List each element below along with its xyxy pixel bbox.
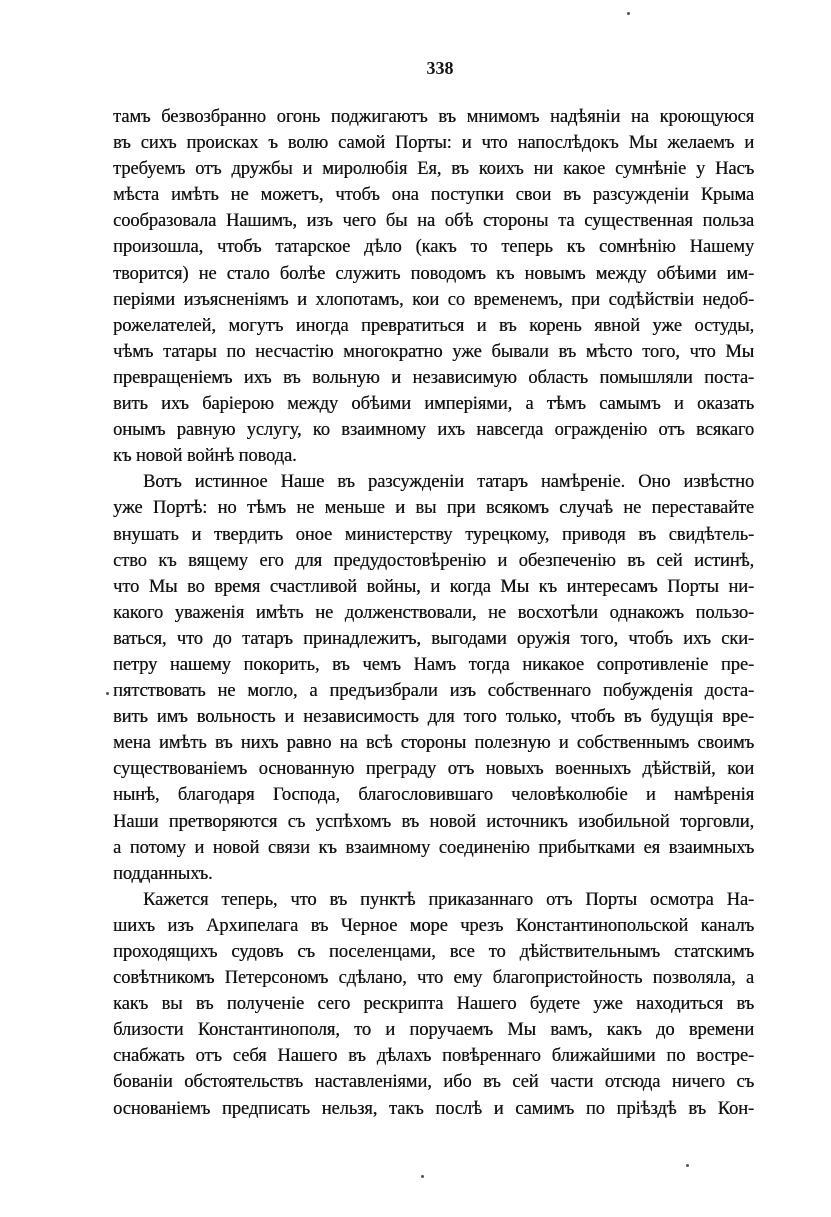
- text-line: мена имѣть въ нихъ равно на всѣ стороны полезную и собственнымъ своимъ: [113, 733, 754, 754]
- text-line: бованіи обстоятельствъ наставленіями, ибо въ сей части отсюда ничего съ: [113, 1072, 754, 1093]
- text-line: вить ихъ баріерою между обѣими имперіями, а тѣмъ самымъ и оказать: [113, 394, 754, 415]
- scan-speck: [421, 1175, 424, 1178]
- text-line: какого уваженія имѣть не долженствовали, не восхотѣли однакожъ пользо-: [113, 602, 754, 623]
- text-line: вить имъ вольность и независимость для того только, чтобъ въ будущія вре-: [113, 707, 754, 728]
- text-line: Кажется теперь, что въ пунктѣ приказаннаго отъ Порты осмотра На-: [143, 889, 754, 910]
- text-line: что Мы во время счастливой войны, и когда Мы къ интересамъ Порты ни-: [113, 576, 754, 597]
- text-line: снабжать отъ себя Нашего въ дѣлахъ повѣреннаго ближайшими по востре-: [113, 1046, 754, 1067]
- text-line: петру нашему покорить, въ чемъ Намъ тогда никакое сопротивленіе пре-: [113, 654, 754, 675]
- text-line: Наши претворяются съ успѣхомъ въ новой источникъ изобильной торговли,: [113, 811, 754, 832]
- body-text: [113, 104, 754, 1122]
- text-line: подданныхъ.: [113, 863, 213, 884]
- text-line: шихъ изъ Архипелага въ Черное море чрезъ Константинопольской каналъ: [113, 915, 754, 936]
- scan-speck: [106, 692, 109, 695]
- scan-speck: [686, 1164, 689, 1167]
- text-line: онымъ равную услугу, ко взаимному ихъ навсегда огражденію отъ всякаго: [113, 420, 754, 441]
- text-line: нынѣ, благодаря Господа, благословившаго человѣколюбіе и намѣренія: [113, 785, 754, 806]
- paragraph: [113, 887, 754, 1122]
- text-line: совѣтникомъ Петерсономъ сдѣлано, что ему благопристойность позволяла, а: [113, 968, 754, 989]
- text-line: близости Константинополя, то и поручаемъ Мы вамъ, какъ до времени: [113, 1020, 754, 1041]
- text-line: Вотъ истинное Наше въ разсужденіи татаръ намѣреніе. Оно извѣстно: [143, 472, 754, 493]
- text-line: требуемъ отъ дружбы и миролюбія Ея, въ коихъ ни какое сумнѣніе у Насъ: [113, 159, 754, 180]
- text-line: проходящихъ судовъ съ поселенцами, все то дѣйствительнымъ статскимъ: [113, 942, 754, 962]
- paragraph: [113, 104, 754, 469]
- text-line: творится) не стало болѣе служить поводомъ къ новымъ между обѣими им-: [113, 263, 754, 284]
- text-line: внушать и твердить оное министерству турецкому, приводя въ свидѣтель-: [113, 524, 754, 545]
- text-line: къ новой войнѣ повода.: [113, 446, 297, 467]
- text-line: тамъ безвозбранно огонь поджигаютъ въ мнимомъ надѣяніи на кроющуюся: [113, 107, 754, 127]
- page-number: 338: [426, 58, 454, 78]
- text-line: періями изъясненіямъ и хлопотамъ, кои со временемъ, при содѣйствіи недоб-: [113, 289, 754, 310]
- text-line: превращеніемъ ихъ въ вольную и независимую область помышляли поста-: [113, 367, 754, 388]
- text-line: сообразовала Нашимъ, изъ чего бы на обѣ стороны та существенная польза: [113, 211, 754, 232]
- text-line: какъ вы въ полученіе сего рескрипта Нашего будете уже находиться въ: [113, 994, 754, 1015]
- text-line: въ сихъ происках ъ волю самой Порты: и что напослѣдокъ Мы желаемъ и: [113, 133, 754, 154]
- text-line: чѣмъ татары по несчастію многократно уже бывали въ мѣсто того, что Мы: [113, 341, 754, 362]
- paragraph: [113, 469, 754, 887]
- text-line: пятствовать не могло, а предъизбрали изъ собственнаго побужденія доста-: [113, 681, 754, 702]
- text-line: мѣста имѣть не можетъ, чтобъ она поступки свои въ разсужденіи Крыма: [113, 185, 754, 206]
- text-line: произошла, чтобъ татарское дѣло (какъ то теперь къ сомнѣнію Нашему: [113, 237, 754, 258]
- text-line: существованіемъ основанную преграду отъ новыхъ военныхъ дѣйствій, кои: [113, 759, 754, 780]
- text-line: ство къ вящему его для предудостовѣренію и обезпеченію въ сей истинѣ,: [113, 550, 754, 571]
- text-line: рожелателей, могутъ иногда превратиться и въ корень явной уже остуды,: [113, 315, 754, 336]
- text-line: основаніемъ предписать нельзя, такъ послѣ и самимъ по пріѣздѣ въ Кон-: [113, 1098, 754, 1119]
- text-line: а потому и новой связи къ взаимному соединенію прибытками ея взаимныхъ: [113, 837, 754, 858]
- scan-speck: [627, 12, 630, 15]
- text-line: уже Портѣ: но тѣмъ не меньше и вы при всякомъ случаѣ не переставайте: [113, 498, 754, 519]
- text-line: ваться, что до татаръ принадлежитъ, выгодами оружія того, чтобъ ихъ ски-: [113, 628, 754, 649]
